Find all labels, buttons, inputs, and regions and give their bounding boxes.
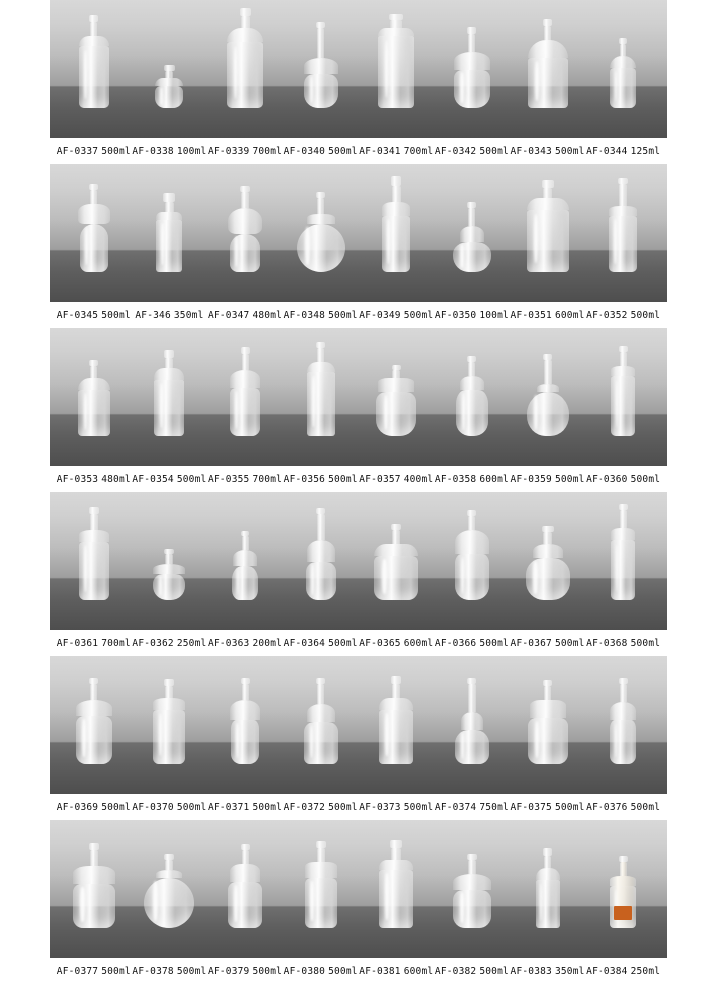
product-volume: 500ml [328, 965, 358, 977]
product-volume: 200ml [252, 637, 283, 649]
product-volume: 500ml [176, 473, 207, 485]
product-cell[interactable] [510, 164, 586, 302]
product-code: AF-0369 [56, 801, 99, 813]
product-label [56, 310, 132, 321]
bottle-image [307, 342, 335, 436]
product-label [207, 802, 283, 813]
product-volume: 600ml [403, 965, 434, 977]
product-volume: 700ml [252, 473, 283, 485]
product-cell[interactable] [132, 820, 208, 958]
product-volume: 500ml [479, 965, 509, 977]
product-volume: 350ml [554, 965, 585, 977]
product-cell[interactable] [207, 328, 283, 466]
product-code: AF-0364 [283, 637, 326, 649]
product-photo-strip-3 [50, 328, 667, 466]
bottle-image [374, 524, 418, 600]
product-cell[interactable] [434, 492, 510, 630]
product-cell[interactable] [585, 820, 661, 958]
product-cell[interactable] [434, 164, 510, 302]
product-cell[interactable] [359, 820, 435, 958]
product-volume: 500ml [630, 637, 661, 649]
bottle-image [153, 549, 185, 600]
product-volume: 500ml [479, 145, 509, 157]
product-code: AF-0362 [132, 637, 174, 649]
product-label [434, 474, 510, 485]
product-cell[interactable] [207, 820, 283, 958]
product-volume: 500ml [176, 965, 207, 977]
bottle-image [227, 8, 263, 108]
bottle-image [297, 192, 345, 272]
product-code: AF-0353 [56, 473, 99, 485]
product-label [56, 966, 132, 977]
product-cell[interactable] [207, 492, 283, 630]
product-volume: 500ml [328, 637, 358, 649]
product-label [132, 638, 208, 649]
product-label [359, 966, 435, 977]
product-cell[interactable] [207, 656, 283, 794]
bottle-image [306, 508, 336, 600]
bottle-image [228, 186, 262, 272]
product-code: AF-0371 [208, 801, 250, 813]
product-cell[interactable] [132, 164, 208, 302]
product-label [132, 146, 208, 157]
product-photo-strip-4 [50, 492, 667, 630]
product-volume: 700ml [101, 637, 131, 649]
product-code: AF-0341 [359, 145, 401, 157]
product-cell[interactable] [56, 492, 132, 630]
bottle-image [379, 676, 413, 764]
product-cell[interactable] [132, 328, 208, 466]
product-code: AF-346 [135, 309, 171, 321]
product-code: AF-0342 [434, 145, 477, 157]
product-cell[interactable] [283, 492, 359, 630]
product-code: AF-0343 [510, 145, 552, 157]
product-volume: 125ml [630, 145, 661, 157]
bottle-image [379, 840, 413, 928]
bottle-image [527, 354, 569, 436]
product-photo-strip-1 [50, 0, 667, 138]
product-cell[interactable] [359, 656, 435, 794]
product-code: AF-0384 [586, 965, 628, 977]
product-label [359, 474, 435, 485]
bottle-image [155, 65, 183, 108]
product-cell[interactable] [56, 328, 132, 466]
product-code: AF-0355 [208, 473, 250, 485]
bottle-image [610, 856, 636, 928]
product-volume: 500ml [328, 473, 358, 485]
product-cell[interactable] [434, 656, 510, 794]
product-code: AF-0337 [56, 145, 99, 157]
product-cell[interactable] [56, 164, 132, 302]
product-code: AF-0356 [283, 473, 326, 485]
product-label [359, 802, 435, 813]
product-label [434, 310, 510, 321]
product-volume: 600ml [403, 637, 434, 649]
product-cell[interactable] [132, 492, 208, 630]
product-label [283, 474, 359, 485]
product-volume: 250ml [176, 637, 207, 649]
product-volume: 500ml [328, 801, 358, 813]
bottle-image [230, 678, 260, 764]
product-cell[interactable] [585, 492, 661, 630]
bottle-image [78, 184, 110, 272]
product-photo-strip-5 [50, 656, 667, 794]
product-volume: 500ml [101, 965, 131, 977]
product-label [434, 146, 510, 157]
product-cell[interactable] [585, 164, 661, 302]
product-label [56, 638, 132, 649]
bottle-image [382, 176, 410, 272]
product-cell[interactable] [207, 0, 283, 138]
product-code: AF-0382 [434, 965, 477, 977]
bottle-image [305, 841, 337, 928]
product-label [510, 966, 586, 977]
bottle-image [78, 360, 110, 436]
product-photo-strip-2 [50, 164, 667, 302]
product-volume: 500ml [101, 145, 131, 157]
product-code: AF-0339 [208, 145, 250, 157]
bottle-image [79, 507, 109, 600]
product-label [283, 802, 359, 813]
catalog-row-1 [50, 0, 667, 164]
product-label [283, 966, 359, 977]
product-code: AF-0357 [359, 473, 401, 485]
product-volume: 500ml [176, 801, 207, 813]
product-volume: 500ml [630, 309, 661, 321]
product-code: AF-0367 [510, 637, 552, 649]
product-volume: 600ml [554, 309, 585, 321]
product-volume: 500ml [630, 801, 661, 813]
product-code: AF-0381 [359, 965, 401, 977]
product-cell[interactable] [283, 656, 359, 794]
product-code: AF-0349 [359, 309, 401, 321]
product-label-row [50, 794, 667, 820]
product-cell[interactable] [283, 328, 359, 466]
product-code: AF-0345 [56, 309, 99, 321]
product-label [510, 802, 586, 813]
bottle-image [376, 365, 416, 436]
product-label [283, 638, 359, 649]
product-label [283, 146, 359, 157]
product-label [434, 802, 510, 813]
product-volume: 700ml [403, 145, 434, 157]
product-cell[interactable] [359, 164, 435, 302]
product-label [510, 638, 586, 649]
bottle-image [232, 531, 258, 600]
product-volume: 400ml [403, 473, 434, 485]
product-code: AF-0372 [283, 801, 326, 813]
product-code: AF-0374 [434, 801, 477, 813]
product-code: AF-0358 [434, 473, 477, 485]
product-label [207, 966, 283, 977]
catalog-row-6 [50, 820, 667, 984]
bottle-image [611, 504, 635, 600]
product-cell[interactable] [359, 0, 435, 138]
product-volume: 500ml [554, 637, 585, 649]
product-code: AF-0378 [132, 965, 174, 977]
product-volume: 750ml [479, 801, 509, 813]
product-label-row [50, 630, 667, 656]
product-code: AF-0370 [132, 801, 174, 813]
product-volume: 500ml [630, 473, 661, 485]
product-label [510, 146, 586, 157]
product-label-row [50, 958, 667, 984]
product-label [56, 474, 132, 485]
product-volume: 350ml [173, 309, 204, 321]
product-code: AF-0344 [586, 145, 628, 157]
product-volume: 500ml [403, 309, 434, 321]
product-code: AF-0368 [586, 637, 628, 649]
bottle-image [453, 202, 491, 272]
product-code: AF-0375 [510, 801, 552, 813]
product-volume: 500ml [101, 309, 131, 321]
catalog-row-4 [50, 492, 667, 656]
product-code: AF-0360 [586, 473, 628, 485]
bottle-image [528, 680, 568, 764]
bottle-image [528, 19, 568, 108]
product-code: AF-0377 [56, 965, 99, 977]
product-label-row [50, 466, 667, 492]
product-label [207, 146, 283, 157]
product-label [359, 310, 435, 321]
bottle-product-label [614, 906, 632, 920]
product-code: AF-0363 [208, 637, 250, 649]
product-code: AF-0352 [586, 309, 628, 321]
product-cell[interactable] [510, 492, 586, 630]
bottle-image [610, 678, 636, 764]
product-volume: 500ml [101, 801, 131, 813]
product-cell[interactable] [56, 820, 132, 958]
bottle-image [536, 848, 560, 928]
product-cell[interactable] [283, 0, 359, 138]
product-code: AF-0347 [208, 309, 250, 321]
bottle-image [455, 678, 489, 764]
bottle-image [153, 679, 185, 764]
product-cell[interactable] [434, 328, 510, 466]
product-volume: 500ml [479, 637, 509, 649]
product-code: AF-0380 [283, 965, 326, 977]
product-cell[interactable] [585, 656, 661, 794]
product-code: AF-0365 [359, 637, 401, 649]
product-cell[interactable] [585, 0, 661, 138]
product-code: AF-0361 [56, 637, 99, 649]
product-label [132, 310, 208, 321]
product-volume: 500ml [252, 965, 283, 977]
catalog-row-2 [50, 164, 667, 328]
product-code: AF-0350 [434, 309, 477, 321]
product-cell[interactable] [434, 0, 510, 138]
product-label [283, 310, 359, 321]
bottle-image [73, 843, 115, 928]
product-code: AF-0379 [208, 965, 250, 977]
bottle-image [527, 180, 569, 272]
product-label [132, 966, 208, 977]
product-cell[interactable] [132, 656, 208, 794]
product-photo-strip-6 [50, 820, 667, 958]
bottle-image [230, 347, 260, 436]
product-cell[interactable] [56, 656, 132, 794]
product-cell[interactable] [283, 820, 359, 958]
bottle-image [454, 27, 490, 108]
product-volume: 500ml [328, 145, 358, 157]
product-label [585, 474, 661, 485]
product-code: AF-0340 [283, 145, 326, 157]
product-cell[interactable] [283, 164, 359, 302]
product-label-row [50, 138, 667, 164]
product-label [207, 638, 283, 649]
product-volume: 600ml [479, 473, 509, 485]
product-label-row [50, 302, 667, 328]
product-code: AF-0354 [132, 473, 174, 485]
product-volume: 480ml [252, 309, 283, 321]
product-cell[interactable] [510, 328, 586, 466]
product-code: AF-0383 [510, 965, 552, 977]
product-cell[interactable] [510, 0, 586, 138]
product-volume: 250ml [630, 965, 661, 977]
product-volume: 100ml [479, 309, 509, 321]
product-cell[interactable] [359, 492, 435, 630]
product-code: AF-0376 [586, 801, 628, 813]
product-label [359, 146, 435, 157]
product-label [434, 966, 510, 977]
product-volume: 500ml [554, 801, 585, 813]
product-label [132, 474, 208, 485]
bottle-image [611, 346, 635, 436]
product-volume: 480ml [101, 473, 131, 485]
product-cell[interactable] [132, 0, 208, 138]
bottle-image [378, 14, 414, 108]
product-volume: 500ml [252, 801, 283, 813]
bottle-image [304, 678, 338, 764]
product-label [56, 802, 132, 813]
catalog-row-3 [50, 328, 667, 492]
product-code: AF-0359 [510, 473, 552, 485]
product-label [434, 638, 510, 649]
bottle-image [304, 22, 338, 108]
product-volume: 100ml [176, 145, 207, 157]
product-volume: 500ml [554, 473, 585, 485]
product-label [510, 310, 586, 321]
bottle-image [456, 356, 488, 436]
catalog-row-5 [50, 656, 667, 820]
bottle-image [453, 854, 491, 928]
product-code: AF-0366 [434, 637, 477, 649]
product-label [132, 802, 208, 813]
product-volume: 500ml [554, 145, 585, 157]
product-cell[interactable] [510, 656, 586, 794]
product-label [510, 474, 586, 485]
product-cell[interactable] [585, 328, 661, 466]
product-cell[interactable] [359, 328, 435, 466]
product-cell[interactable] [207, 164, 283, 302]
product-code: AF-0373 [359, 801, 401, 813]
product-label [207, 474, 283, 485]
product-label [585, 310, 661, 321]
product-label [585, 802, 661, 813]
bottle-image [609, 178, 637, 272]
product-volume: 500ml [403, 801, 434, 813]
bottle-image [455, 510, 489, 600]
product-label [359, 638, 435, 649]
bottle-image [526, 526, 570, 600]
bottle-image [610, 38, 636, 108]
product-code: AF-0348 [283, 309, 326, 321]
bottle-image [76, 678, 112, 764]
product-cell[interactable] [434, 820, 510, 958]
bottle-image [144, 854, 194, 928]
product-label [207, 310, 283, 321]
bottle-image [156, 193, 182, 272]
product-label [56, 146, 132, 157]
product-label [585, 638, 661, 649]
product-label [585, 966, 661, 977]
product-code: AF-0338 [132, 145, 174, 157]
bottle-image [154, 350, 184, 436]
bottle-image [79, 15, 109, 108]
bottle-image [228, 844, 262, 928]
product-volume: 500ml [328, 309, 358, 321]
product-code: AF-0351 [510, 309, 552, 321]
product-volume: 700ml [252, 145, 283, 157]
product-cell[interactable] [56, 0, 132, 138]
product-cell[interactable] [510, 820, 586, 958]
product-label [585, 146, 661, 157]
